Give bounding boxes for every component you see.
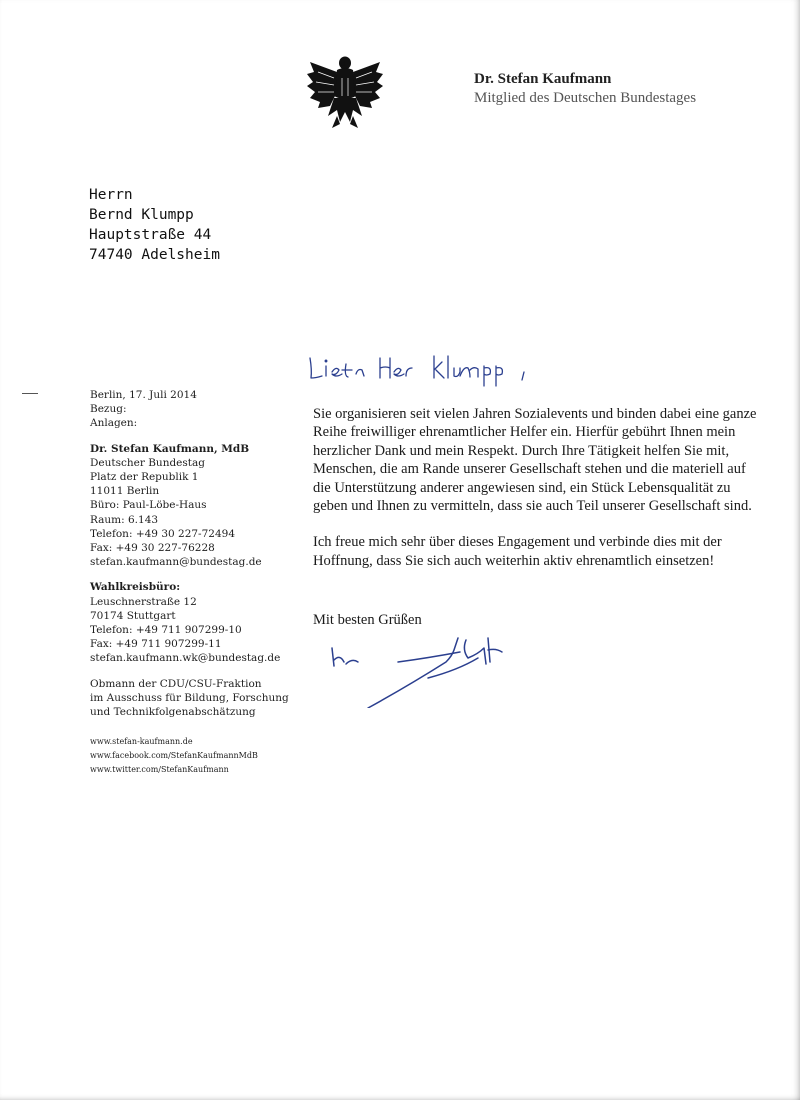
web-links xyxy=(90,735,310,777)
office-line: Raum: 6.143 xyxy=(90,513,159,526)
letter-date: Berlin, 17. Juli 2014 xyxy=(90,389,197,401)
constituency-line: Leuschnerstraße 12 xyxy=(90,595,197,608)
closing: Mit besten Grüßen xyxy=(313,612,422,628)
recipient-city: 74740 Adelsheim xyxy=(89,247,220,263)
body-paragraph: Sie organisieren seit vielen Jahren Sozialevents und binden dabei eine ganze Reihe freiwilliger ehrenamtlicher Helfer ein. Hierfür gebührt Ihnen mein herzlicher Dank und mein Respekt. Durch Ihre Tätigkeit helfen Sie mit, Menschen, die am Rande unserer Gesellschaft stehen und die materiell auf die Unterstützung anderer angewiesen sind, ein Stück Lebensqualität zu geben und Ihnen zu vermitteln, dass sie auch Teil unserer Gesellschaft sind. xyxy=(313,406,757,515)
twitter-link: www.twitter.com/StefanKaufmann xyxy=(90,765,229,775)
constituency-office-title: Wahlkreisbüro: xyxy=(90,581,181,594)
bundestag-office-title: Dr. Stefan Kaufmann, MdB xyxy=(90,442,250,455)
website-link: www.stefan-kaufmann.de xyxy=(90,737,193,747)
constituency-phone: Telefon: +49 711 907299-10 xyxy=(90,624,242,637)
letter-body xyxy=(313,405,763,588)
letterhead xyxy=(474,71,696,107)
constituency-line: 70174 Stuttgart xyxy=(90,609,176,622)
office-line: 11011 Berlin xyxy=(90,485,160,498)
role-line: im Ausschuss für Bildung, Forschung xyxy=(90,691,289,704)
signature xyxy=(328,630,528,708)
office-email: stefan.kaufmann@bundestag.de xyxy=(90,556,262,569)
handwritten-salutation xyxy=(306,348,546,388)
office-line: Büro: Paul-Löbe-Haus xyxy=(90,499,207,512)
office-line: Platz der Republik 1 xyxy=(90,471,199,484)
federal-eagle-icon xyxy=(304,52,386,130)
sender-info-column xyxy=(90,388,310,777)
body-paragraph: Ich freue mich sehr über dieses Engagement und verbinde dies mit der Hoffnung, dass Sie sich auch weiterhin aktiv ehrenamtlich einsetzen! xyxy=(313,534,722,569)
role-line: Obmann der CDU/CSU-Fraktion xyxy=(90,677,262,690)
office-line: Deutscher Bundestag xyxy=(90,456,205,469)
attachments-label: Anlagen: xyxy=(90,417,138,430)
recipient-name: Bernd Klumpp xyxy=(89,207,194,223)
facebook-link: www.facebook.com/StefanKaufmannMdB xyxy=(90,751,258,761)
sender-name: Dr. Stefan Kaufmann xyxy=(474,71,612,87)
recipient-address xyxy=(89,185,220,265)
fold-mark xyxy=(22,393,38,394)
reference-label: Bezug: xyxy=(90,403,127,416)
constituency-fax: Fax: +49 711 907299-11 xyxy=(90,638,222,651)
constituency-email: stefan.kaufmann.wk@bundestag.de xyxy=(90,652,281,665)
recipient-salutation: Herrn xyxy=(89,187,133,203)
recipient-street: Hauptstraße 44 xyxy=(89,227,212,243)
office-phone: Telefon: +49 30 227-72494 xyxy=(90,527,236,540)
role-line: und Technikfolgenabschätzung xyxy=(90,706,256,719)
sender-title: Mitglied des Deutschen Bundestages xyxy=(474,90,697,106)
office-fax: Fax: +49 30 227-76228 xyxy=(90,542,215,555)
